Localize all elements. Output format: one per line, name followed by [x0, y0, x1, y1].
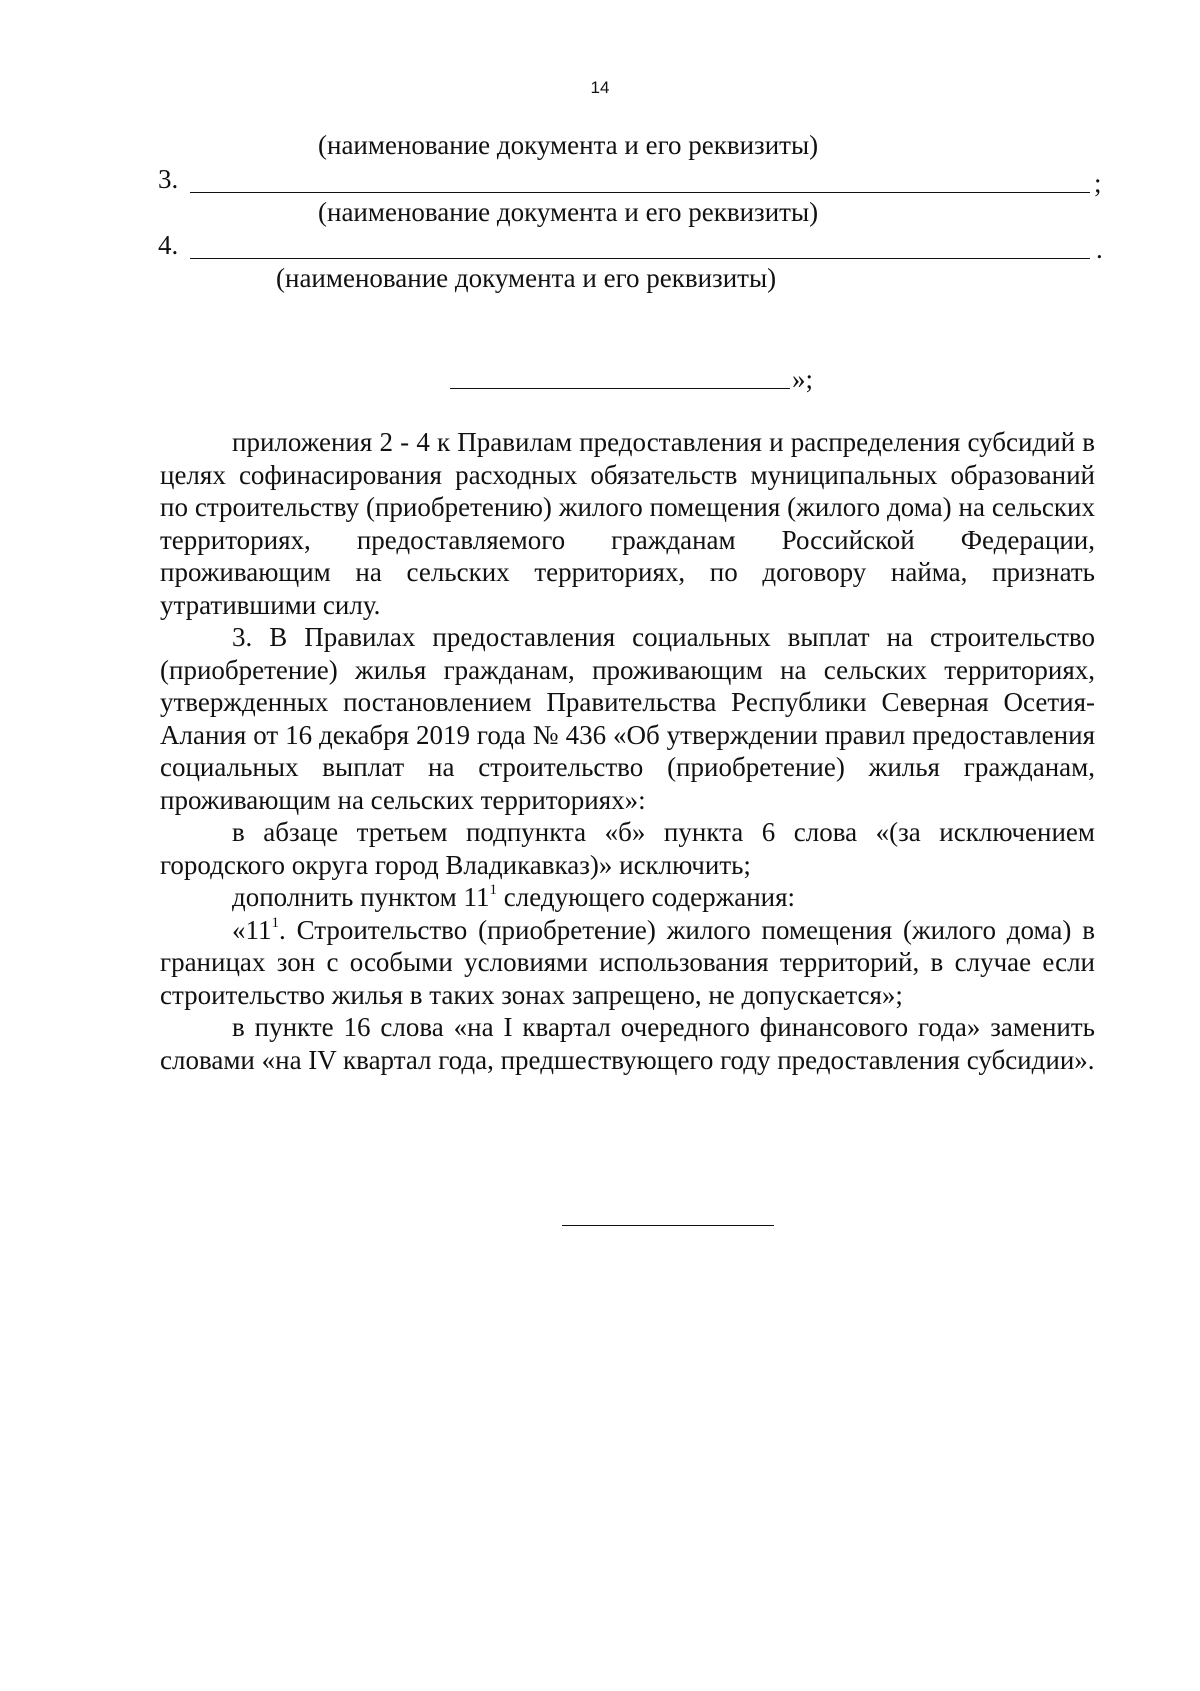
closing-blank-line: [450, 388, 790, 389]
item-3-number: 3.: [158, 164, 179, 194]
paragraph: в абзаце третьем подпункта «б» пункта 6 слова «(за исключением городского округа город Владикавказ)» исключить;: [160, 817, 1095, 880]
paragraph: [160, 881, 1095, 914]
paragraph: [160, 914, 1095, 1012]
form-caption: (наименование документа и его реквизиты): [318, 197, 819, 227]
superscript: 1: [271, 914, 279, 931]
item-3-blank-line: [190, 192, 1090, 193]
page-number: 14: [590, 78, 610, 97]
paragraph: в пункте 16 слова «на I квартал очередного финансового года» заменить словами «на IV квартал года, предшествующего году предоставления субсидии».: [160, 1012, 1095, 1075]
item-4-blank-line: [190, 258, 1090, 259]
paragraph-text: . Строительство (приобретение) жилого помещения (жилого дома) в границах зон с особыми условиями использования территорий, в случае если строительство жилья в таких зонах запрещено, не допускается»;: [160, 914, 1095, 1010]
paragraph: приложения 2 - 4 к Правилам предоставления и распределения субсидий в целях софинасирования расходных обязательств муниципальных образований по строительству (приобретению) жилого помещения (жилого дома) на сельских территориях, предоставляемого гражданам Российской Федерации, проживающим на сельских территориях, по договору найма, признать утратившими силу.: [160, 427, 1095, 620]
paragraph-text: дополнить пунктом 11: [232, 882, 490, 912]
superscript: 1: [489, 882, 497, 898]
body-text: [160, 426, 1095, 1076]
item-3-semicolon: ;: [1094, 168, 1102, 198]
paragraph: 3. В Правилах предоставления социальных выплат на строительство (приобретение) жилья гражданам, проживающим на сельских территориях, утвержденных постановлением Правительства Республики Северная Осетия-Алания от 16 декабря 2019 года № 436 «Об утверждении правил предоставления социальных выплат на строительство (приобретение) жилья гражданам, проживающим на сельских территориях»:: [160, 622, 1095, 815]
paragraph-text: следующего содержания:: [497, 882, 796, 912]
form-caption: (наименование документа и его реквизиты): [318, 130, 819, 160]
closing-quote-mark: »;: [792, 364, 814, 394]
paragraph-text: «11: [232, 914, 272, 945]
form-caption: (наименование документа и его реквизиты): [276, 263, 777, 293]
item-4-number: 4.: [158, 230, 179, 260]
item-4-period: .: [1096, 234, 1103, 264]
end-divider: [562, 1225, 774, 1226]
